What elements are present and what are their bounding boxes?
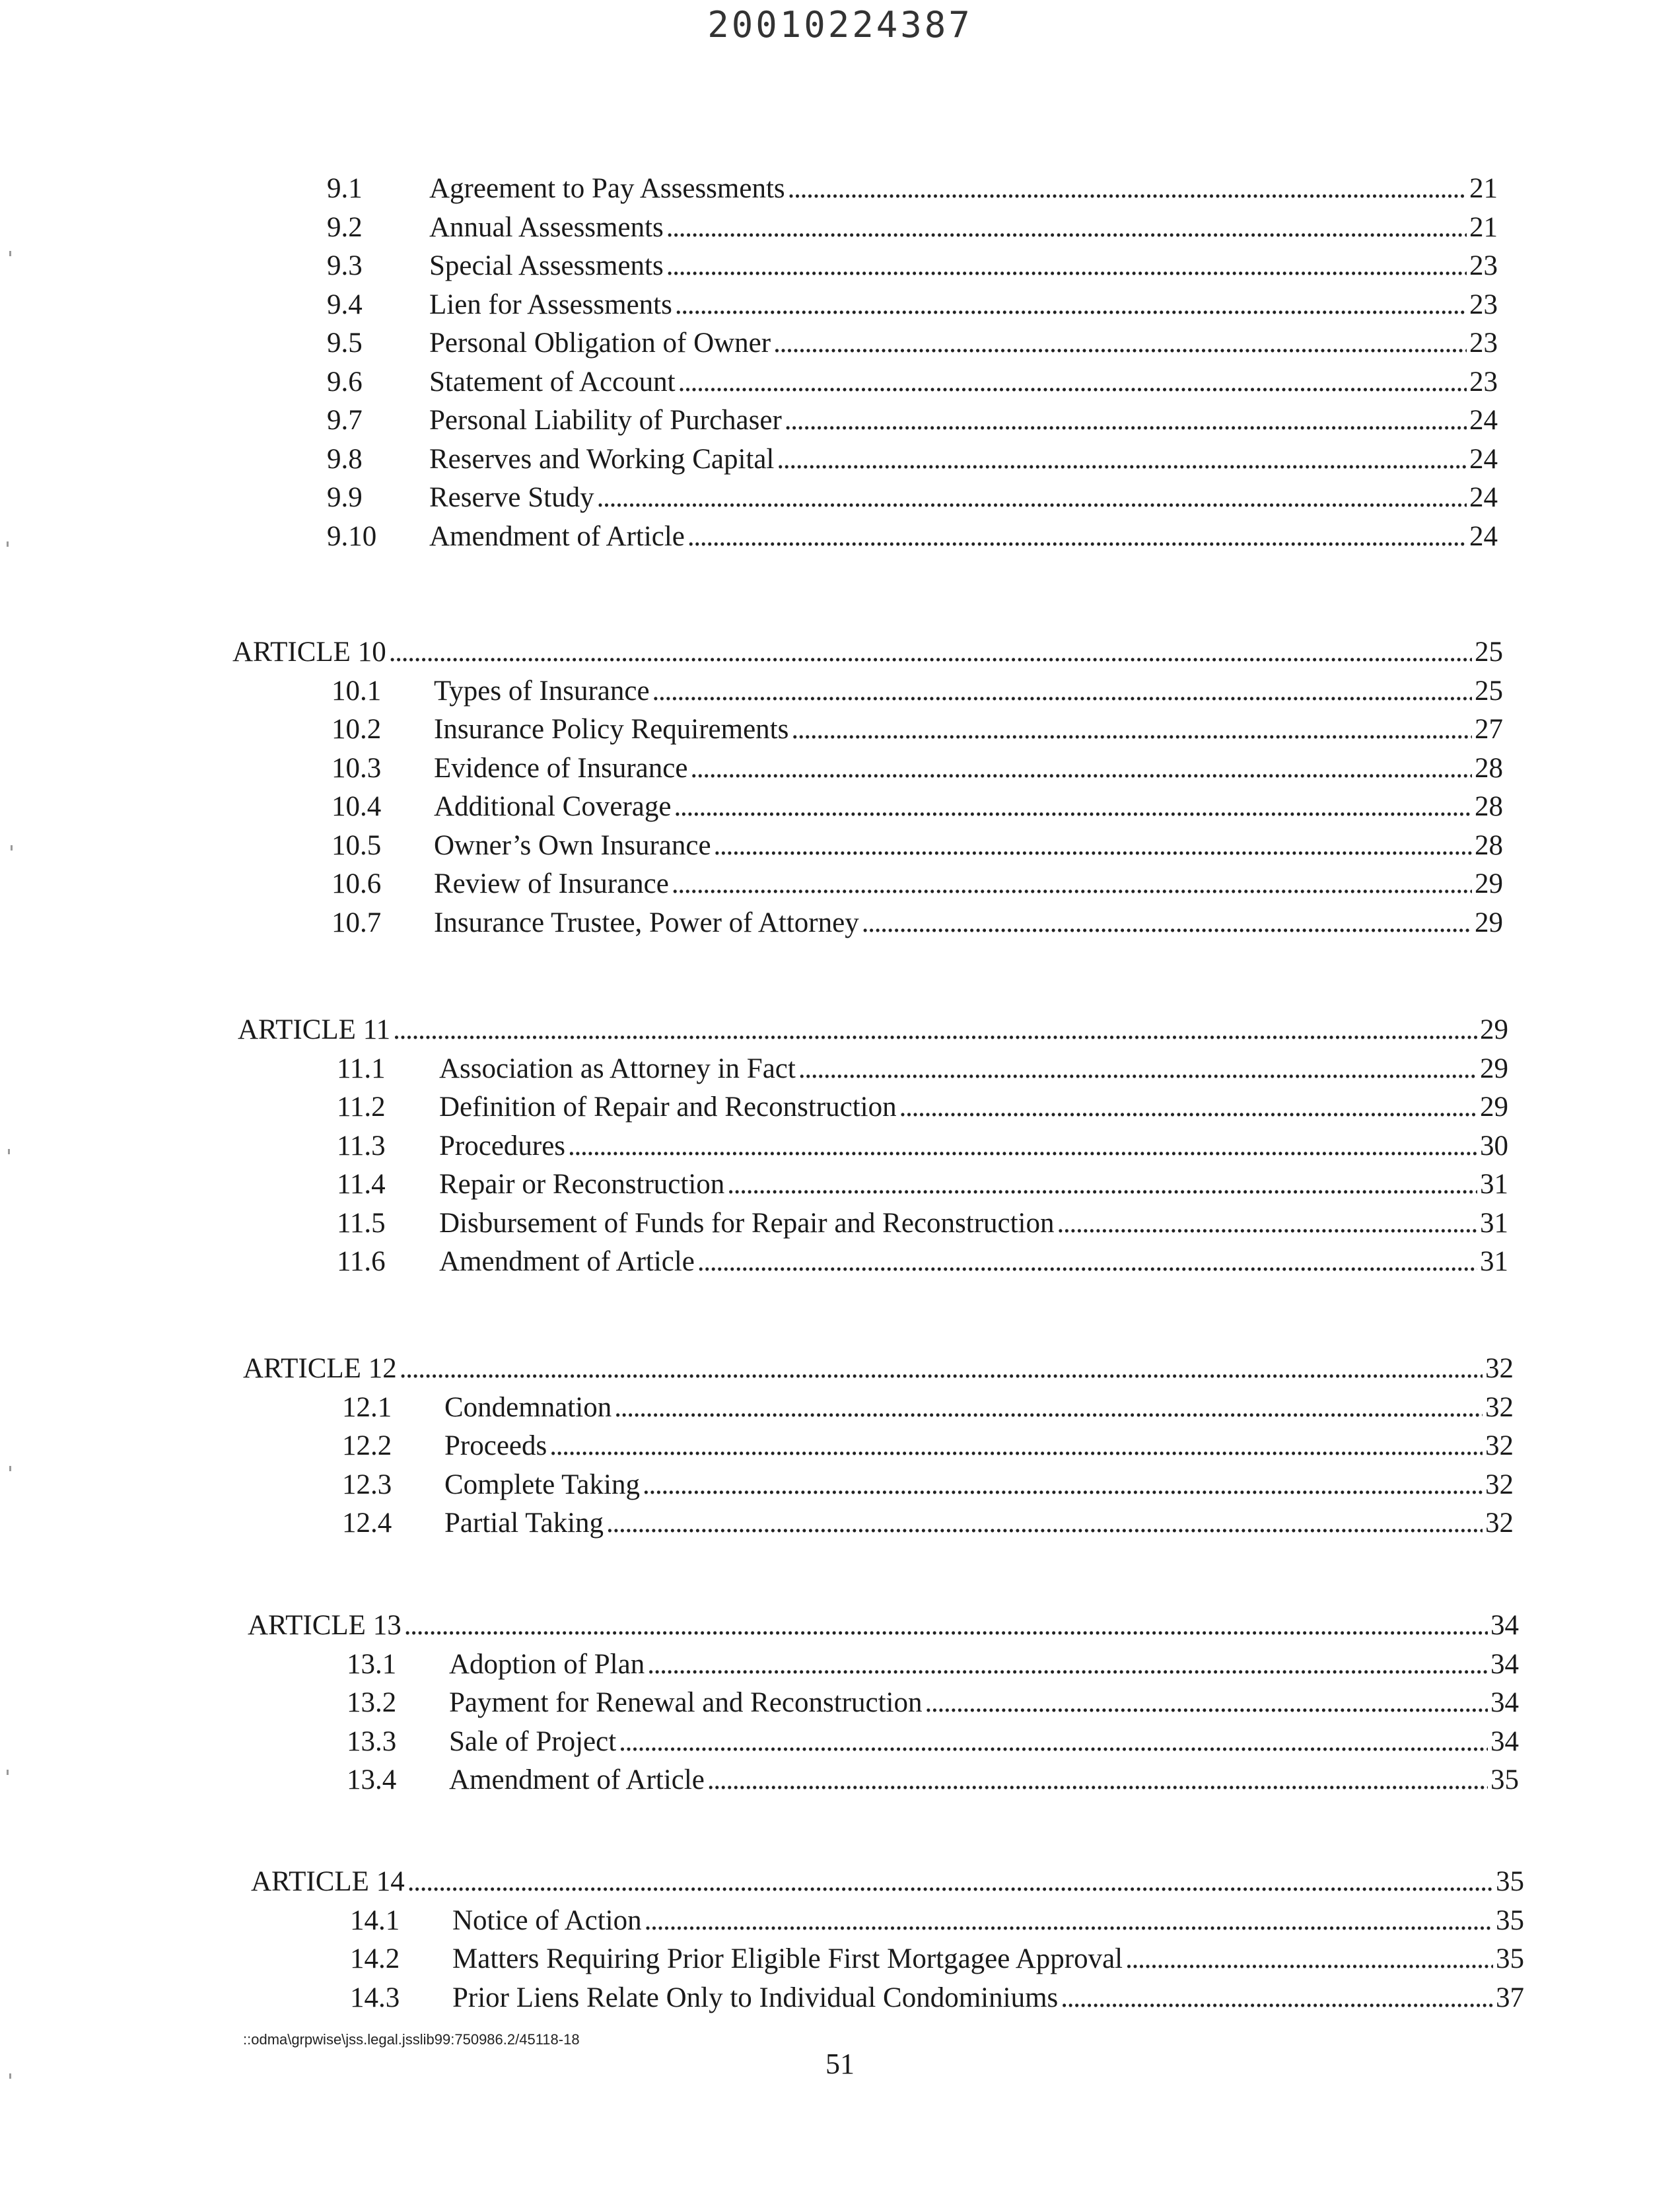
section-number: 11.6: [337, 1246, 386, 1277]
section-number: 13.1: [347, 1648, 397, 1680]
section-page-number: 34: [1490, 1687, 1519, 1718]
section-number: 10.3: [332, 752, 382, 784]
toc-entry: [342, 1467, 1514, 1504]
section-number: 11.1: [337, 1053, 386, 1084]
toc-entry: [332, 673, 1503, 710]
toc-entry: [337, 1243, 1508, 1280]
toc-entry: [347, 1723, 1519, 1760]
toc-entry: [342, 1389, 1514, 1426]
section-title: Lien for Assessments: [429, 289, 672, 320]
dot-leader: [785, 402, 1467, 439]
section-title: Personal Liability of Purchaser: [429, 405, 782, 436]
toc-entry: [347, 1684, 1519, 1721]
article-title: ARTICLE 11: [238, 1014, 391, 1045]
section-title: Personal Obligation of Owner: [429, 328, 771, 359]
dot-leader: [568, 1128, 1477, 1165]
toc-entry: [327, 518, 1498, 555]
dot-leader: [619, 1723, 1488, 1760]
dot-leader: [645, 1902, 1493, 1939]
section-number: 9.3: [327, 250, 363, 281]
toc-entry: [327, 479, 1498, 516]
dot-leader: [773, 325, 1467, 362]
section-number: 13.2: [347, 1687, 397, 1718]
dot-leader: [697, 1243, 1477, 1280]
toc-entry: [342, 1505, 1514, 1542]
dot-leader: [1125, 1941, 1493, 1978]
toc-entry: [332, 750, 1503, 787]
section-page-number: 23: [1469, 250, 1498, 281]
section-number: 12.3: [342, 1469, 392, 1500]
section-title: Prior Liens Relate Only to Individual Condominiums: [452, 1982, 1059, 2013]
section-number: 9.9: [327, 482, 363, 513]
toc-entry: [327, 287, 1498, 324]
toc-entry: [332, 711, 1503, 748]
dot-leader: [606, 1505, 1483, 1542]
toc-entry: [347, 1646, 1519, 1683]
toc-entry: [337, 1089, 1508, 1126]
section-title: Agreement to Pay Assessments: [429, 173, 785, 204]
section-number: 11.5: [337, 1207, 386, 1239]
section-page-number: 23: [1469, 289, 1498, 320]
section-page-number: 29: [1475, 868, 1503, 899]
section-number: 10.1: [332, 675, 382, 707]
section-page-number: 23: [1469, 366, 1498, 398]
section-number: 10.6: [332, 868, 382, 899]
toc-entry: [327, 209, 1498, 246]
toc-entry: [327, 248, 1498, 285]
section-number: 10.7: [332, 907, 382, 938]
section-page-number: 24: [1469, 405, 1498, 436]
dot-leader: [791, 711, 1472, 748]
article-page-number: 32: [1485, 1353, 1514, 1384]
dot-leader: [549, 1428, 1483, 1465]
section-page-number: 28: [1475, 791, 1503, 822]
footer-file-path: ::odma\grpwise\jss.legal.jsslib99:750986.2/45118-18: [243, 2031, 580, 2048]
section-page-number: 31: [1480, 1169, 1508, 1200]
section-number: 10.2: [332, 714, 382, 745]
dot-leader: [777, 441, 1467, 478]
toc-entry: [332, 866, 1503, 903]
section-title: Review of Insurance: [434, 868, 669, 899]
article-title: ARTICLE 13: [248, 1610, 402, 1641]
section-title: Repair or Reconstruction: [439, 1169, 725, 1200]
section-number: 11.2: [337, 1092, 386, 1123]
section-number: 14.1: [350, 1904, 400, 1936]
section-title: Payment for Renewal and Reconstruction: [449, 1687, 923, 1718]
article-page-number: 25: [1475, 637, 1503, 668]
article-title: ARTICLE 14: [251, 1866, 405, 1897]
section-title: Association as Attorney in Fact: [439, 1053, 796, 1084]
toc-article-heading: [243, 1350, 1514, 1387]
article-title: ARTICLE 12: [243, 1353, 397, 1384]
dot-leader: [597, 479, 1467, 516]
dot-leader: [647, 1646, 1488, 1683]
section-page-number: 28: [1475, 752, 1503, 784]
section-page-number: 31: [1480, 1207, 1508, 1239]
section-number: 9.5: [327, 328, 363, 359]
section-title: Amendment of Article: [449, 1764, 705, 1795]
section-page-number: 24: [1469, 520, 1498, 552]
dot-leader: [788, 170, 1467, 207]
section-number: 10.5: [332, 829, 382, 861]
toc-article-heading: [232, 634, 1503, 671]
section-number: 12.2: [342, 1430, 392, 1461]
section-page-number: 30: [1480, 1130, 1508, 1162]
section-number: 9.8: [327, 443, 363, 475]
toc-entry: [332, 827, 1503, 864]
toc-entry: [337, 1166, 1508, 1203]
section-title: Owner’s Own Insurance: [434, 829, 711, 861]
toc-entry: [347, 1762, 1519, 1799]
dot-leader: [714, 827, 1472, 864]
dot-leader: [707, 1762, 1488, 1799]
toc-entry: [350, 1902, 1524, 1939]
section-title: Partial Taking: [444, 1508, 604, 1539]
toc-entry: [337, 1205, 1508, 1242]
section-number: 10.4: [332, 791, 382, 822]
dot-leader: [1061, 1980, 1493, 2017]
section-number: 9.7: [327, 405, 363, 436]
section-page-number: 29: [1475, 907, 1503, 938]
document-number: 20010224387: [707, 4, 973, 46]
section-number: 12.4: [342, 1508, 392, 1539]
section-number: 14.3: [350, 1982, 400, 2013]
section-page-number: 29: [1480, 1053, 1508, 1084]
toc-entry: [327, 402, 1498, 439]
dot-leader: [687, 518, 1467, 555]
section-number: 12.1: [342, 1391, 392, 1423]
dot-leader: [674, 788, 1472, 825]
dot-leader: [672, 866, 1472, 903]
toc-entry: [327, 364, 1498, 401]
section-number: 13.4: [347, 1764, 397, 1795]
section-number: 11.3: [337, 1130, 386, 1162]
toc-entry: [327, 170, 1498, 207]
section-page-number: 31: [1480, 1246, 1508, 1277]
toc-entry: [350, 1980, 1524, 2017]
section-number: 9.2: [327, 211, 363, 243]
toc-entry: [337, 1051, 1508, 1088]
section-page-number: 24: [1469, 443, 1498, 475]
section-title: Procedures: [439, 1130, 566, 1162]
toc-article-heading: [251, 1863, 1524, 1900]
toc-article-heading: [248, 1607, 1519, 1644]
dot-leader: [407, 1863, 1493, 1900]
article-page-number: 29: [1480, 1014, 1508, 1045]
section-page-number: 21: [1469, 211, 1498, 243]
section-number: 14.2: [350, 1943, 400, 1974]
section-page-number: 32: [1485, 1508, 1514, 1539]
section-page-number: 35: [1490, 1764, 1519, 1795]
section-title: Notice of Action: [452, 1904, 642, 1936]
toc-entry: [327, 325, 1498, 362]
section-title: Amendment of Article: [429, 520, 685, 552]
dot-leader: [652, 673, 1472, 710]
section-number: 9.6: [327, 366, 363, 398]
dot-leader: [925, 1684, 1488, 1721]
dot-leader: [389, 634, 1472, 671]
section-title: Additional Coverage: [434, 791, 672, 822]
dot-leader: [675, 287, 1467, 324]
dot-leader: [643, 1467, 1483, 1504]
section-page-number: 34: [1490, 1648, 1519, 1680]
section-title: Adoption of Plan: [449, 1648, 645, 1680]
dot-leader: [666, 209, 1467, 246]
toc-entry: [332, 788, 1503, 825]
section-page-number: 32: [1485, 1469, 1514, 1500]
section-title: Matters Requiring Prior Eligible First Mortgagee Approval: [452, 1943, 1123, 1974]
page-number: 51: [825, 2048, 855, 2080]
section-page-number: 37: [1496, 1982, 1524, 2013]
article-page-number: 35: [1496, 1866, 1524, 1897]
article-page-number: 34: [1490, 1610, 1519, 1641]
toc-entry: [350, 1941, 1524, 1978]
section-title: Definition of Repair and Reconstruction: [439, 1092, 897, 1123]
dot-leader: [393, 1012, 1477, 1049]
section-number: 9.1: [327, 173, 363, 204]
dot-leader: [727, 1166, 1477, 1203]
section-title: Reserves and Working Capital: [429, 443, 775, 475]
section-page-number: 32: [1485, 1391, 1514, 1423]
section-title: Amendment of Article: [439, 1246, 695, 1277]
section-title: Reserve Study: [429, 482, 594, 513]
section-page-number: 32: [1485, 1430, 1514, 1461]
section-page-number: 35: [1496, 1904, 1524, 1936]
section-page-number: 35: [1496, 1943, 1524, 1974]
section-page-number: 23: [1469, 328, 1498, 359]
section-title: Condemnation: [444, 1391, 612, 1423]
section-title: Statement of Account: [429, 366, 676, 398]
section-title: Annual Assessments: [429, 211, 664, 243]
section-title: Evidence of Insurance: [434, 752, 688, 784]
section-number: 13.3: [347, 1725, 397, 1757]
section-title: Insurance Policy Requirements: [434, 714, 789, 745]
dot-leader: [862, 905, 1472, 942]
section-page-number: 21: [1469, 173, 1498, 204]
toc-entry: [337, 1128, 1508, 1165]
dot-leader: [798, 1051, 1477, 1088]
section-title: Complete Taking: [444, 1469, 640, 1500]
section-page-number: 28: [1475, 829, 1503, 861]
section-page-number: 24: [1469, 482, 1498, 513]
section-title: Sale of Project: [449, 1725, 617, 1757]
section-title: Special Assessments: [429, 250, 664, 281]
dot-leader: [1057, 1205, 1478, 1242]
section-page-number: 27: [1475, 714, 1503, 745]
dot-leader: [690, 750, 1472, 787]
toc-entry: [332, 905, 1503, 942]
section-page-number: 34: [1490, 1725, 1519, 1757]
dot-leader: [400, 1350, 1483, 1387]
dot-leader: [678, 364, 1467, 401]
section-title: Types of Insurance: [434, 675, 650, 707]
section-title: Insurance Trustee, Power of Attorney: [434, 907, 859, 938]
toc-article-heading: [238, 1012, 1508, 1049]
section-title: Disbursement of Funds for Repair and Reconstruction: [439, 1207, 1055, 1239]
dot-leader: [404, 1607, 1488, 1644]
dot-leader: [614, 1389, 1483, 1426]
section-page-number: 29: [1480, 1092, 1508, 1123]
dot-leader: [899, 1089, 1477, 1126]
article-title: ARTICLE 10: [232, 637, 386, 668]
section-page-number: 25: [1475, 675, 1503, 707]
section-number: 9.4: [327, 289, 363, 320]
section-number: 9.10: [327, 520, 377, 552]
section-title: Proceeds: [444, 1430, 547, 1461]
section-number: 11.4: [337, 1169, 386, 1200]
toc-entry: [342, 1428, 1514, 1465]
toc-entry: [327, 441, 1498, 478]
dot-leader: [666, 248, 1467, 285]
